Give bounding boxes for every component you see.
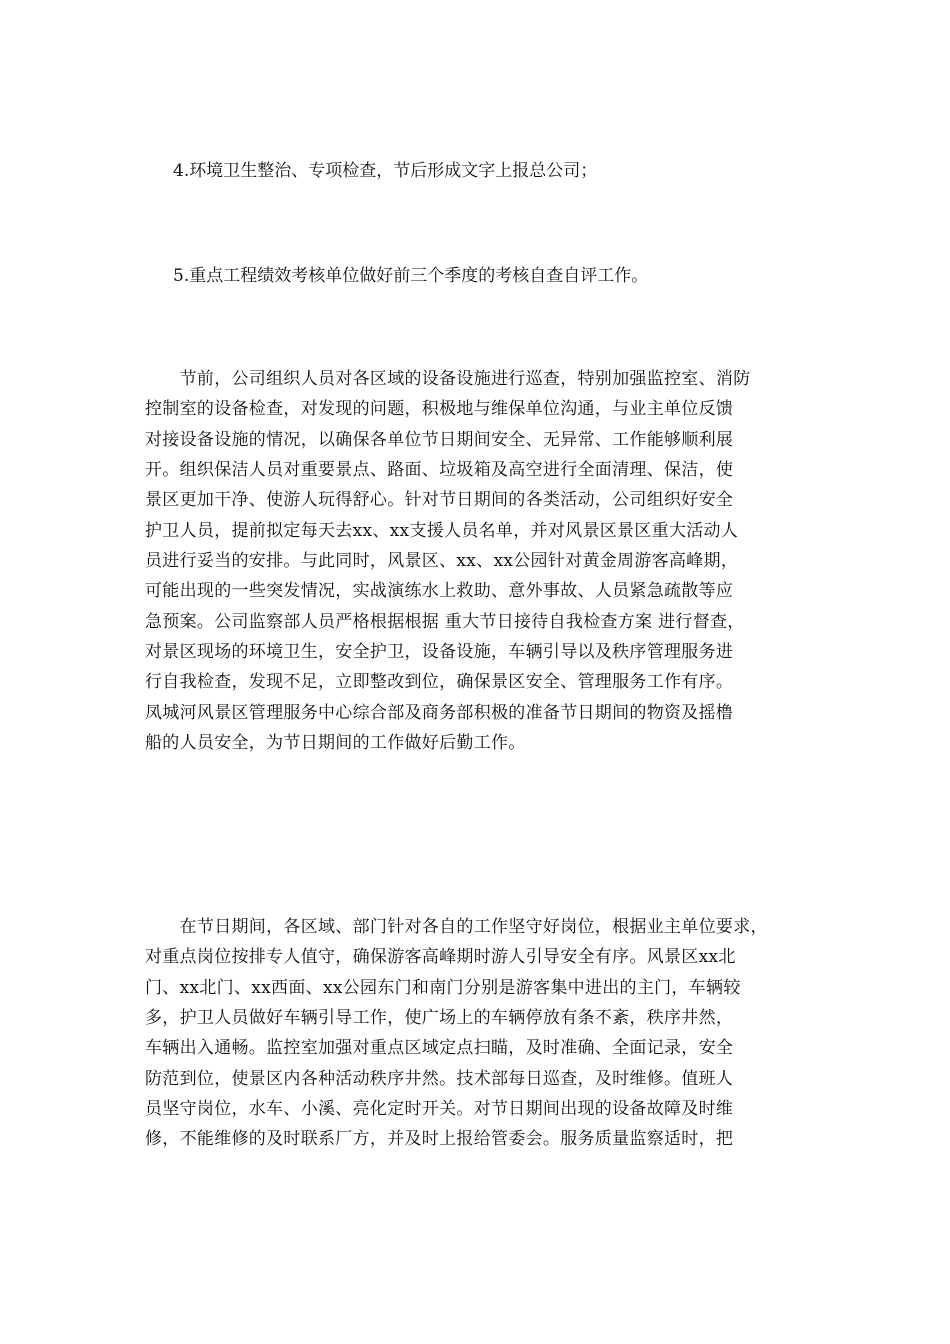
paragraph-line: 行自我检查，发现不足，立即整改到位，确保景区安全、管理服务工作有序。 [145,672,734,693]
paragraph-line: 对重点岗位按排专人值守，确保游客高峰期时游人引导安全有序。风景区xx北 [145,947,736,968]
list-item-4: 4.环境卫生整治、专项检查，节后形成文字上报总公司； [173,161,598,181]
paragraph-line: 开。组织保洁人员对重要景点、路面、垃圾箱及高空进行全面清理、保洁，使 [145,460,734,481]
paragraph-line: 节前，公司组织人员对各区域的设备设施进行巡查，特别加强监控室、消防 [145,369,751,389]
paragraph-line: 多，护卫人员做好车辆引导工作，使广场上的车辆停放有条不紊，秩序井然， [145,1008,734,1029]
paragraph-line: 对景区现场的环境卫生，安全护卫，设备设施，车辆引导以及秩序管理服务进 [145,642,734,663]
paragraph-line: 修，不能维修的及时联系厂方，并及时上报给管委会。服务质量监察适时，把 [145,1129,734,1150]
paragraph-line: 员进行妥当的安排。与此同时，风景区、xx、xx公园针对黄金周游客高峰期， [145,551,739,572]
paragraph-line: 防范到位，使景区内各种活动秩序井然。技术部每日巡查，及时维修。值班人 [145,1068,734,1089]
list-item-5: 5.重点工程绩效考核单位做好前三个季度的考核自查自评工作。 [173,266,649,286]
paragraph-pre-holiday [145,364,813,758]
paragraph-line: 可能出现的一些突发情况，实战演练水上救助、意外事故、人员紧急疏散等应 [145,581,734,602]
paragraph-line: 景区更加干净、使游人玩得舒心。针对节日期间的各类活动，公司组织好安全 [145,490,734,511]
paragraph-line: 对接设备设施的情况，以确保各单位节日期间安全、无异常、工作能够顺利展 [145,429,734,450]
paragraph-line: 控制室的设备检查，对发现的问题，积极地与维保单位沟通，与业主单位反馈 [145,399,734,420]
paragraph-line: 门、xx北门、xx西面、xx公园东门和南门分别是游客集中进出的主门，车辆较 [145,977,741,998]
paragraph-line: 急预案。公司监察部人员严格根据根据 重大节日接待自我检查方案 进行督查， [145,611,745,632]
paragraph-line: 凤城河风景区管理服务中心综合部及商务部积极的准备节日期间的物资及摇橹 [145,702,734,723]
paragraph-line: 员坚守岗位，水车、小溪、亮化定时开关。对节日期间出现的设备故障及时维 [145,1099,734,1120]
paragraph-line: 在节日期间，各区域、部门针对各自的工作坚守好岗位，根据业主单位要求， [145,917,768,937]
paragraph-line: 船的人员安全，为节日期间的工作做好后勤工作。 [145,733,526,754]
paragraph-line: 护卫人员，提前拟定每天去xx、xx支援人员名单，并对风景区景区重大活动人 [145,520,739,541]
paragraph-during-holiday [145,912,813,1155]
paragraph-line: 车辆出入通畅。监控室加强对重点区域定点扫瞄，及时准确、全面记录，安全 [145,1038,734,1059]
